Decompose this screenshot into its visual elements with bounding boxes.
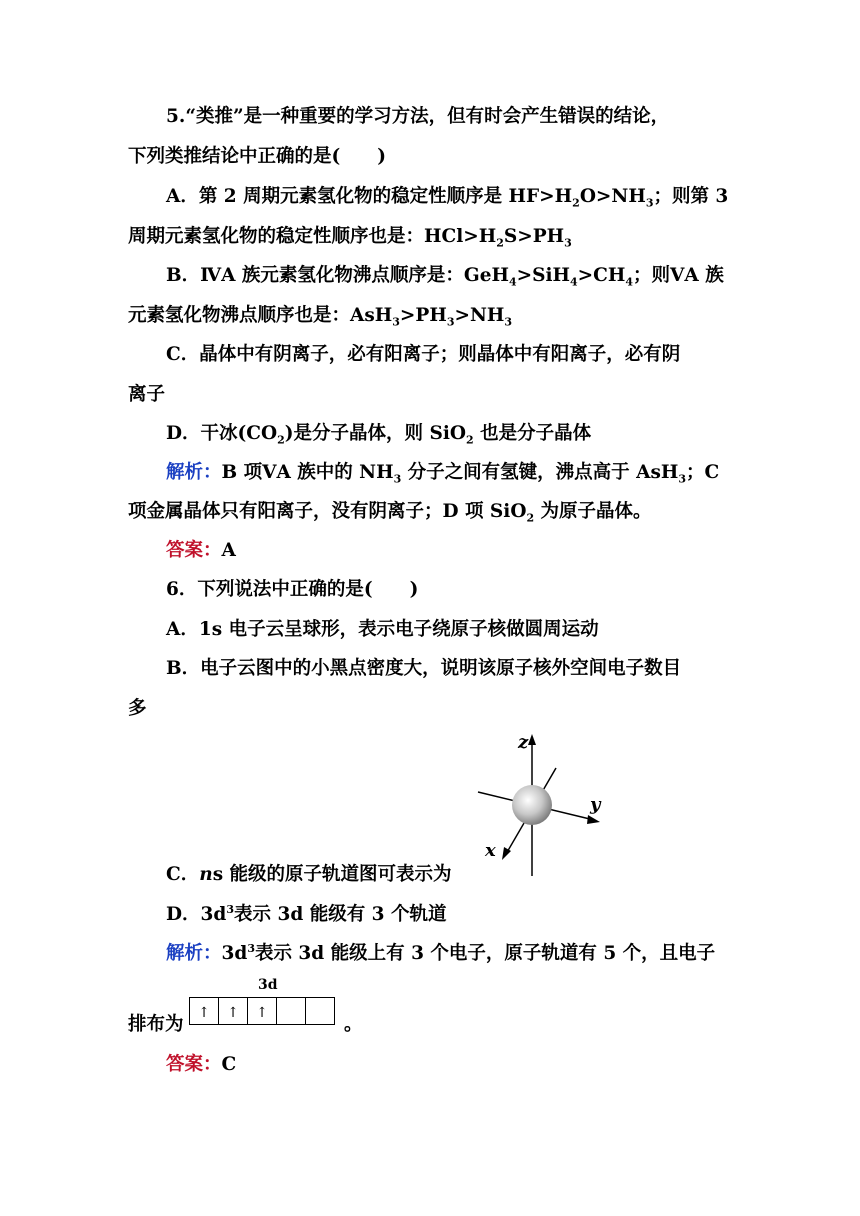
q6-option-b: B．电子云图中的小黑点密度大，说明该原子核外空间电子数目	[166, 658, 682, 679]
axis-label-y: y	[590, 794, 601, 815]
q5-option-d: D．干冰$(CO_2)$是分子晶体，则 SiO$_2$ 也是分子晶体	[166, 423, 592, 447]
q6-option-a: A．1s 电子云呈球形，表示电子绕原子核做圆周运动	[166, 619, 599, 640]
q6-analysis: 解析：$3d^3$表示 3d 能级上有 3 个电子，原子轨道有 5 个，且电子	[166, 941, 716, 964]
up-arrow-icon: ↑	[198, 1004, 210, 1021]
q5-option-c-line2: 离子	[128, 384, 166, 405]
q5-analysis: 解析：B 项ⅤA 族中的 $NH_3$ 分子之间有氢键，沸点高于 AsH$_3$；C	[166, 462, 720, 486]
q6-analysis-line2: 排布为	[128, 1014, 184, 1035]
q6-option-c: C．ns 能级的原子轨道图可表示为	[166, 864, 452, 885]
z-axis-arrow	[528, 734, 536, 745]
q6-analysis-label: 解析：	[166, 943, 222, 964]
q5-option-a-line2: 周期元素氢化物的稳定性顺序也是：$HCl>H_2S>PH_3$	[128, 226, 572, 250]
q5-answer	[166, 538, 776, 564]
orbital-box-diagram	[189, 997, 335, 1025]
q5-analysis-line2: 项金属晶体只有阳离子，没有阴离子；D 项 SiO$_2$ 为原子晶体。	[128, 501, 652, 525]
q5-option-b: B．ⅣA 族元素氢化物沸点顺序是：$GeH_4>SiH_4>CH_4$；则ⅤA 族	[166, 265, 724, 289]
q5-stem-line2: 下列类推结论中正确的是( )	[128, 146, 387, 167]
s-orbital-diagram	[470, 728, 610, 880]
axis-label-z: z	[518, 732, 529, 753]
q6-stem: 6．下列说法中正确的是( )	[166, 579, 419, 600]
q5-stem-line1: 5.“类推”是一种重要的学习方法，但有时会产生错误的结论，	[166, 106, 670, 127]
q5-option-b-line2: 元素氢化物沸点顺序也是：$AsH_3>PH_3>NH_3$	[128, 305, 513, 329]
q6-option-d: D．$3d^3$表示 3d 能级有 3 个轨道	[166, 902, 447, 925]
orbital-box	[306, 998, 335, 1025]
axis-label-x: x	[485, 840, 496, 861]
orbital-label-3d: 3d	[258, 977, 278, 993]
up-arrow-icon: ↑	[227, 1004, 239, 1021]
q5-option-c: C．晶体中有阴离子，必有阳离子；则晶体中有阳离子，必有阴	[166, 344, 681, 365]
sphere	[512, 785, 552, 825]
q5-answer-label: 答案：	[166, 540, 222, 561]
q6-answer-value: C	[221, 1054, 237, 1075]
q5-answer-value: A	[221, 540, 236, 561]
q5-option-a: A．第 2 周期元素氢化物的稳定性顺序是 $HF>H_2O>NH_3$；则第 3	[166, 186, 729, 210]
q6-answer	[166, 1052, 776, 1078]
up-arrow-icon: ↑	[256, 1004, 268, 1021]
q5-analysis-label: 解析：	[166, 462, 222, 483]
orbital-box	[277, 998, 306, 1025]
orbital-box	[248, 998, 277, 1025]
q6-analysis-end: 。	[344, 1014, 363, 1035]
q6-answer-label: 答案：	[166, 1054, 222, 1075]
q6-option-b-line2: 多	[128, 698, 147, 719]
orbital-box	[219, 998, 248, 1025]
y-axis-arrow	[587, 815, 600, 824]
orbital-box	[190, 998, 219, 1025]
